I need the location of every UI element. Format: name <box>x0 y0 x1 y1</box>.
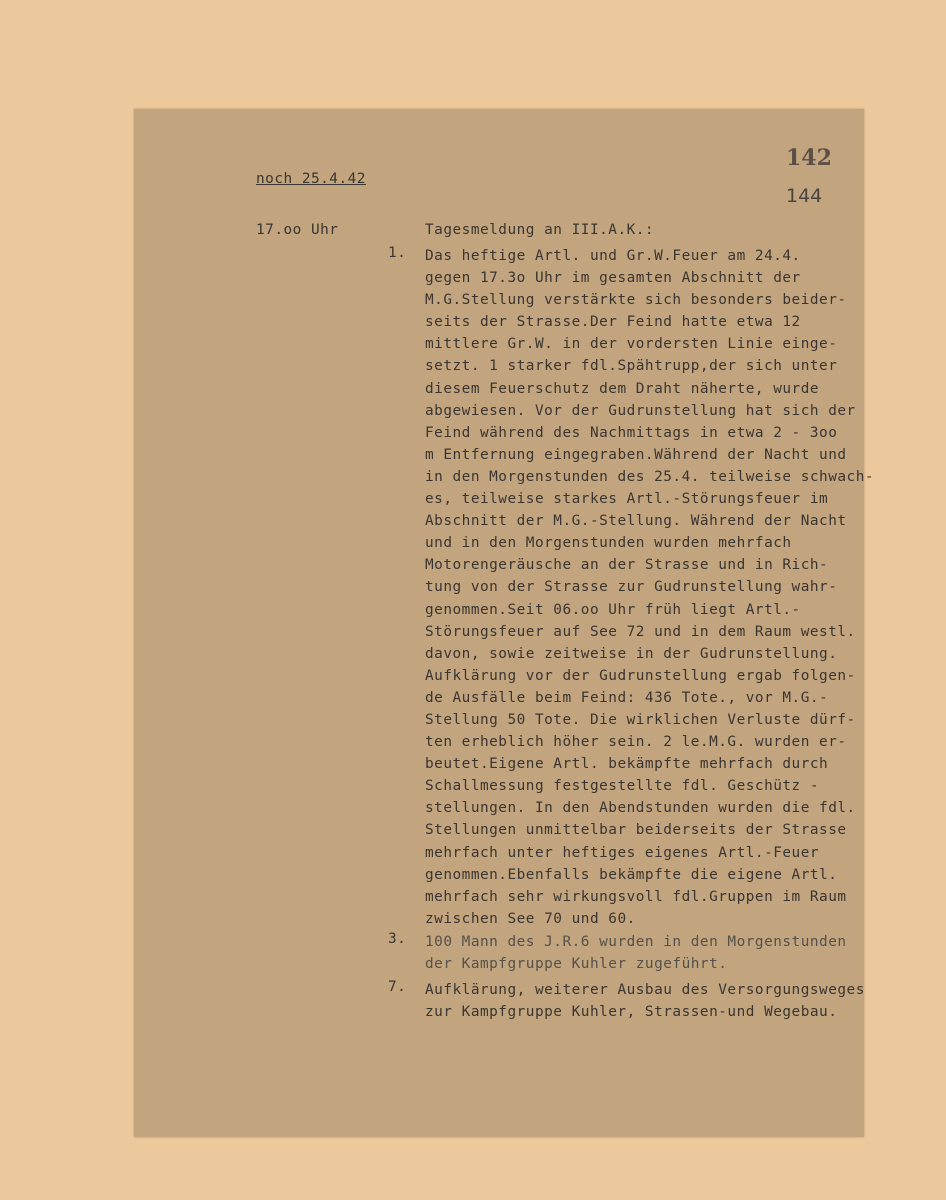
text-line: Aufklärung, weiterer Ausbau des Versorgungsweges <box>425 982 865 998</box>
item-7-text <box>425 979 865 1023</box>
item-number: 3. <box>388 931 407 947</box>
text-line: genommen.Seit 06.oo Uhr früh liegt Artl.- <box>425 601 801 618</box>
text-line: 100 Mann des J.R.6 wurden in den Morgenstunden <box>425 934 847 950</box>
text-line: Aufklärung vor der Gudrunstellung ergab folgen- <box>425 667 856 684</box>
date-header: noch 25.4.42 <box>256 171 366 187</box>
text-line: mehrfach sehr wirkungsvoll fdl.Gruppen im Raum <box>425 888 847 905</box>
text-line: m Entfernung eingegraben.Während der Nacht und <box>425 446 847 463</box>
text-line: diesem Feuerschutz dem Draht näherte, wurde <box>425 380 820 397</box>
entry-time: 17.oo Uhr <box>256 222 339 238</box>
text-line: Stellungen unmittelbar beiderseits der Strasse <box>425 822 847 839</box>
text-line: seits der Strasse.Der Feind hatte etwa 12 <box>425 314 801 331</box>
text-line: beutet.Eigene Artl. bekämpfte mehrfach durch <box>425 756 829 773</box>
text-line: Motorengeräusche an der Strasse und in Rich- <box>425 557 829 574</box>
item-number: 1. <box>388 245 407 261</box>
text-line: abgewiesen. Vor der Gudrunstellung hat sich der <box>425 402 856 419</box>
text-line: davon, sowie zeitweise in der Gudrunstellung. <box>425 645 838 662</box>
text-line: stellungen. In den Abendstunden wurden die fdl. <box>425 800 856 817</box>
text-line: gegen 17.3o Uhr im gesamten Abschnitt der <box>425 270 801 287</box>
text-line: Stellung 50 Tote. Die wirklichen Verluste dürf- <box>425 711 856 728</box>
text-line: zwischen See 70 und 60. <box>425 910 636 927</box>
text-line: Das heftige Artl. und Gr.W.Feuer am 24.4. <box>425 248 801 264</box>
text-line: Feind während des Nachmittags in etwa 2 - 3oo <box>425 424 838 441</box>
entry-heading: Tagesmeldung an III.A.K.: <box>425 222 655 238</box>
text-line: Schallmessung festgestellte fdl. Geschütz - <box>425 778 820 795</box>
text-line: es, teilweise starkes Artl.-Störungsfeuer im <box>425 491 829 508</box>
text-line: mehrfach unter heftiges eigenes Artl.-Feuer <box>425 844 820 861</box>
text-line: ten erheblich höher sein. 2 le.M.G. wurden er- <box>425 734 847 751</box>
item-number: 7. <box>388 979 407 995</box>
text-line: M.G.Stellung verstärkte sich besonders beider- <box>425 292 847 309</box>
text-line: und in den Morgenstunden wurden mehrfach <box>425 535 792 552</box>
handwritten-page-number: 144 <box>786 185 823 207</box>
text-line: der Kampfgruppe Kuhler zugeführt. <box>425 956 728 973</box>
text-line: Störungsfeuer auf See 72 und in dem Raum westl. <box>425 623 856 640</box>
document-page <box>134 109 875 1137</box>
text-line: genommen.Ebenfalls bekämpfte die eigene Artl. <box>425 866 838 883</box>
item-1-text <box>425 245 874 930</box>
text-line: de Ausfälle beim Feind: 436 Tote., vor M.G.- <box>425 689 829 706</box>
text-line: setzt. 1 starker fdl.Spähtrupp,der sich unter <box>425 358 838 375</box>
text-line: mittlere Gr.W. in der vordersten Linie einge- <box>425 336 838 353</box>
text-line: zur Kampfgruppe Kuhler, Strassen-und Wegebau. <box>425 1004 838 1021</box>
stamped-page-number: 142 <box>786 145 832 171</box>
text-line: tung von der Strasse zur Gudrunstellung wahr- <box>425 579 838 596</box>
text-line: in den Morgenstunden des 25.4. teilweise schwach- <box>425 468 875 485</box>
item-3-text <box>425 931 847 975</box>
text-line: Abschnitt der M.G.-Stellung. Während der Nacht <box>425 513 847 530</box>
